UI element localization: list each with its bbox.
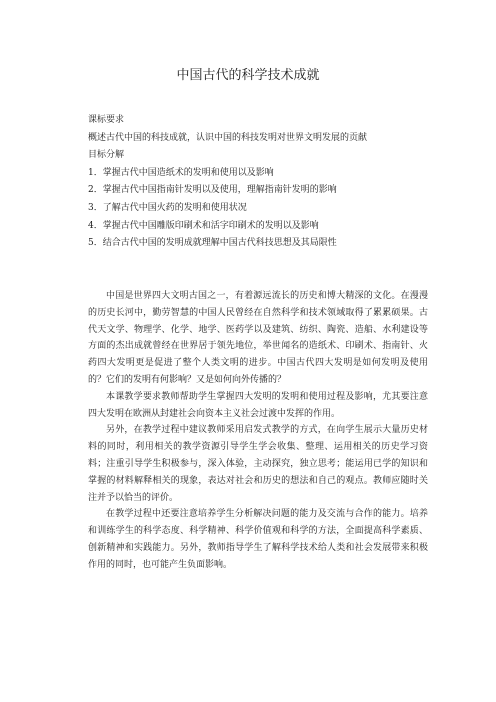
body-paragraph: 在教学过程中还要注意培养学生分析解决问题的能力及交流与合作的能力。培养和训练学生的科学态度、科学精神、科学价值观和科学的方法，全面提高科学素质、创新精神和实践能力。另外，教师指导学生了解科学技术给人类和社会发展带来积极作用的同时，也可能产生负面影响。: [88, 509, 428, 570]
body-paragraph: 中国是世界四大文明古国之一，有着源远流长的历史和博大精深的文化。在漫漫的历史长河中，勤劳智慧的中国人民曾经在自然科学和技术领域取得了累累硕果。古代天文学、物理学、化学、地学、医药学以及建筑、纺织、陶瓷、造船、水利建设等方面的杰出成就曾经在世界居于领先地位，举世闻名的造纸术、印刷术、指南针、火药四大发明更是促进了整个人类文明的进步。中国古代四大发明是如何发明及使用的？它们的发明有何影响？又是如何向外传播的？: [88, 291, 428, 385]
body-paragraph: 本课教学要求教师帮助学生掌握四大发明的发明和使用过程及影响，尤其要注意四大发明在欧洲从封建社会向资本主义社会过渡中发挥的作用。: [88, 391, 428, 419]
goal-item: 2．掌握古代中国指南针发明以及使用，理解指南针发明的影响: [88, 185, 337, 196]
goal-item: 3．了解古代中国火药的发明和使用状况: [88, 202, 247, 213]
goal-item: 4．掌握古代中国雕版印刷术和活字印刷术的发明以及影响: [88, 220, 319, 231]
body-paragraph: 另外，在教学过程中建议教师采用启发式教学的方式，在向学生展示大量历史材料的同时，利用相关的教学资源引导学生学会收集、整理、运用相关的历史学习资料；注重引导学生积极参与，深入体验，主动探究，独立思考；能运用已学的知识和掌握的材料解释相关的现象，表达对社会和历史的想法和自己的观点。教师应随时关注并予以恰当的评价。: [88, 425, 428, 503]
goals-heading: 目标分解: [88, 150, 125, 161]
body-text: [88, 288, 428, 574]
requirements-heading: 课标要求: [88, 115, 125, 125]
goal-item: 5．结合古代中国的发明成就理解中国古代科技思想及其局限性: [88, 238, 337, 249]
document-title: 中国古代的科学技术成就: [176, 68, 320, 83]
goal-item: 1．掌握古代中国造纸术的发明和使用以及影响: [88, 167, 274, 178]
header-block: [88, 112, 423, 253]
requirements-text: 概述古代中国的科技成就，认识中国的科技发明对世界文明发展的贡献: [88, 132, 368, 143]
